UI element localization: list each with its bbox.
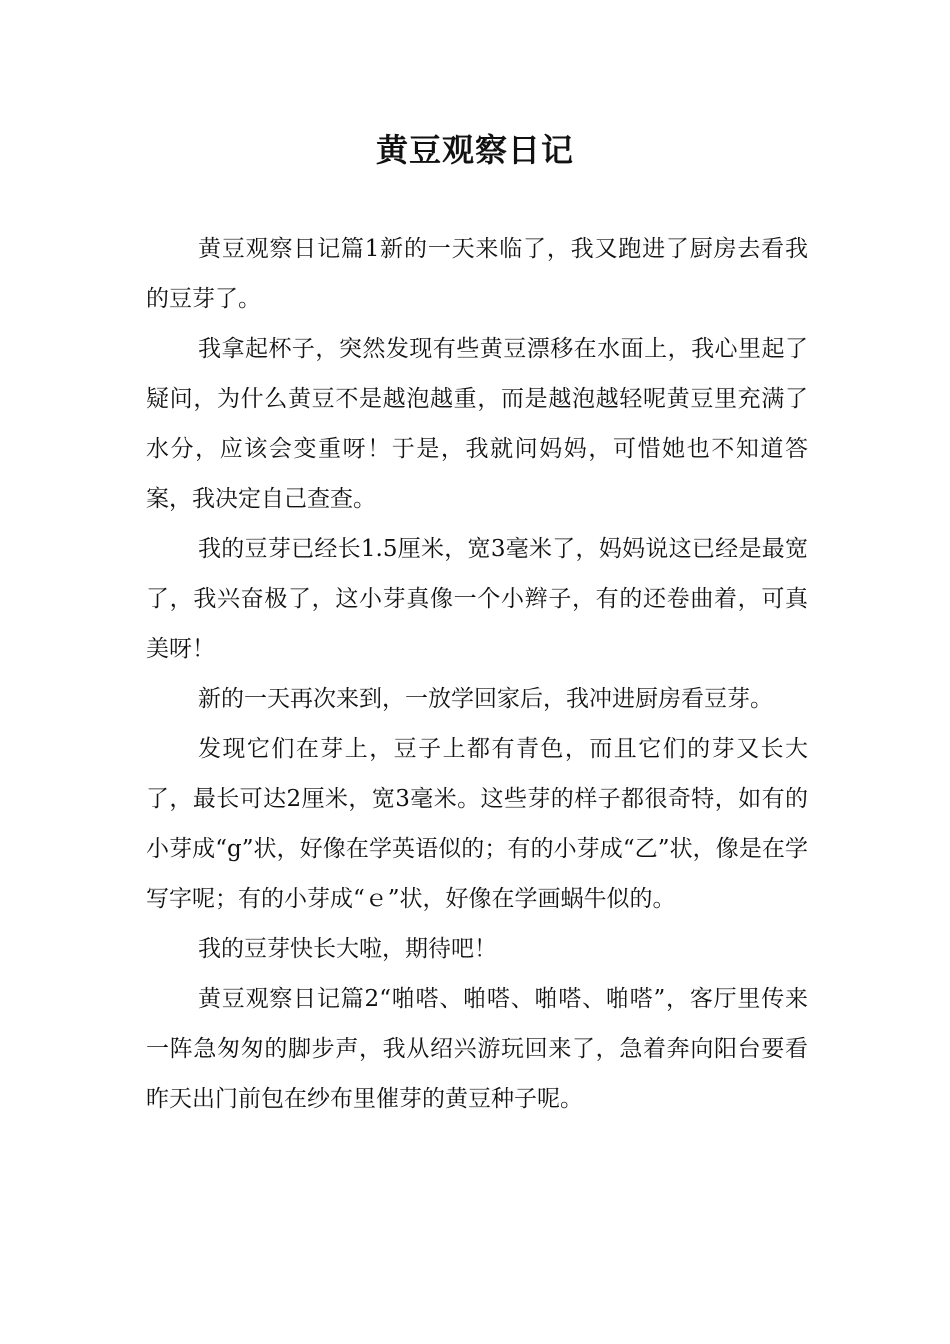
paragraph-3: 我的豆芽已经长1.5厘米，宽3毫米了，妈妈说这已经是最宽了，我兴奋极了，这小芽真像一个小辫子，有的还卷曲着，可真美呀！ <box>146 536 808 662</box>
paragraph-1: 黄豆观察日记篇1新的一天来临了，我又跑进了厨房去看我的豆芽了。 <box>146 236 808 312</box>
paragraph-7: 黄豆观察日记篇2“啪嗒、啪嗒、啪嗒、啪嗒”，客厅里传来一阵急匆匆的脚步声，我从绍兴游玩回来了，急着奔向阳台要看昨天出门前包在纱布里催芽的黄豆种子呢。 <box>146 986 808 1112</box>
paragraph-4: 新的一天再次来到，一放学回家后，我冲进厨房看豆芽。 <box>198 686 773 712</box>
paragraph-6: 我的豆芽快长大啦，期待吧！ <box>198 936 497 962</box>
paragraph-5: 发现它们在芽上，豆子上都有青色，而且它们的芽又长大了，最长可达2厘米，宽3毫米。这些芽的样子都很奇特，如有的小芽成“g”状，好像在学英语似的；有的小芽成“乙”状，像是在学写字呢；有的小芽成“ｅ”状，好像在学画蜗牛似的。 <box>146 736 808 912</box>
document-body <box>146 224 808 1124</box>
document-title: 黄豆观察日记 <box>375 131 574 169</box>
paragraph-2: 我拿起杯子，突然发现有些黄豆漂移在水面上，我心里起了疑问，为什么黄豆不是越泡越重，而是越泡越轻呢黄豆里充满了水分，应该会变重呀！于是，我就问妈妈，可惜她也不知道答案，我决定自己查查。 <box>146 336 808 512</box>
